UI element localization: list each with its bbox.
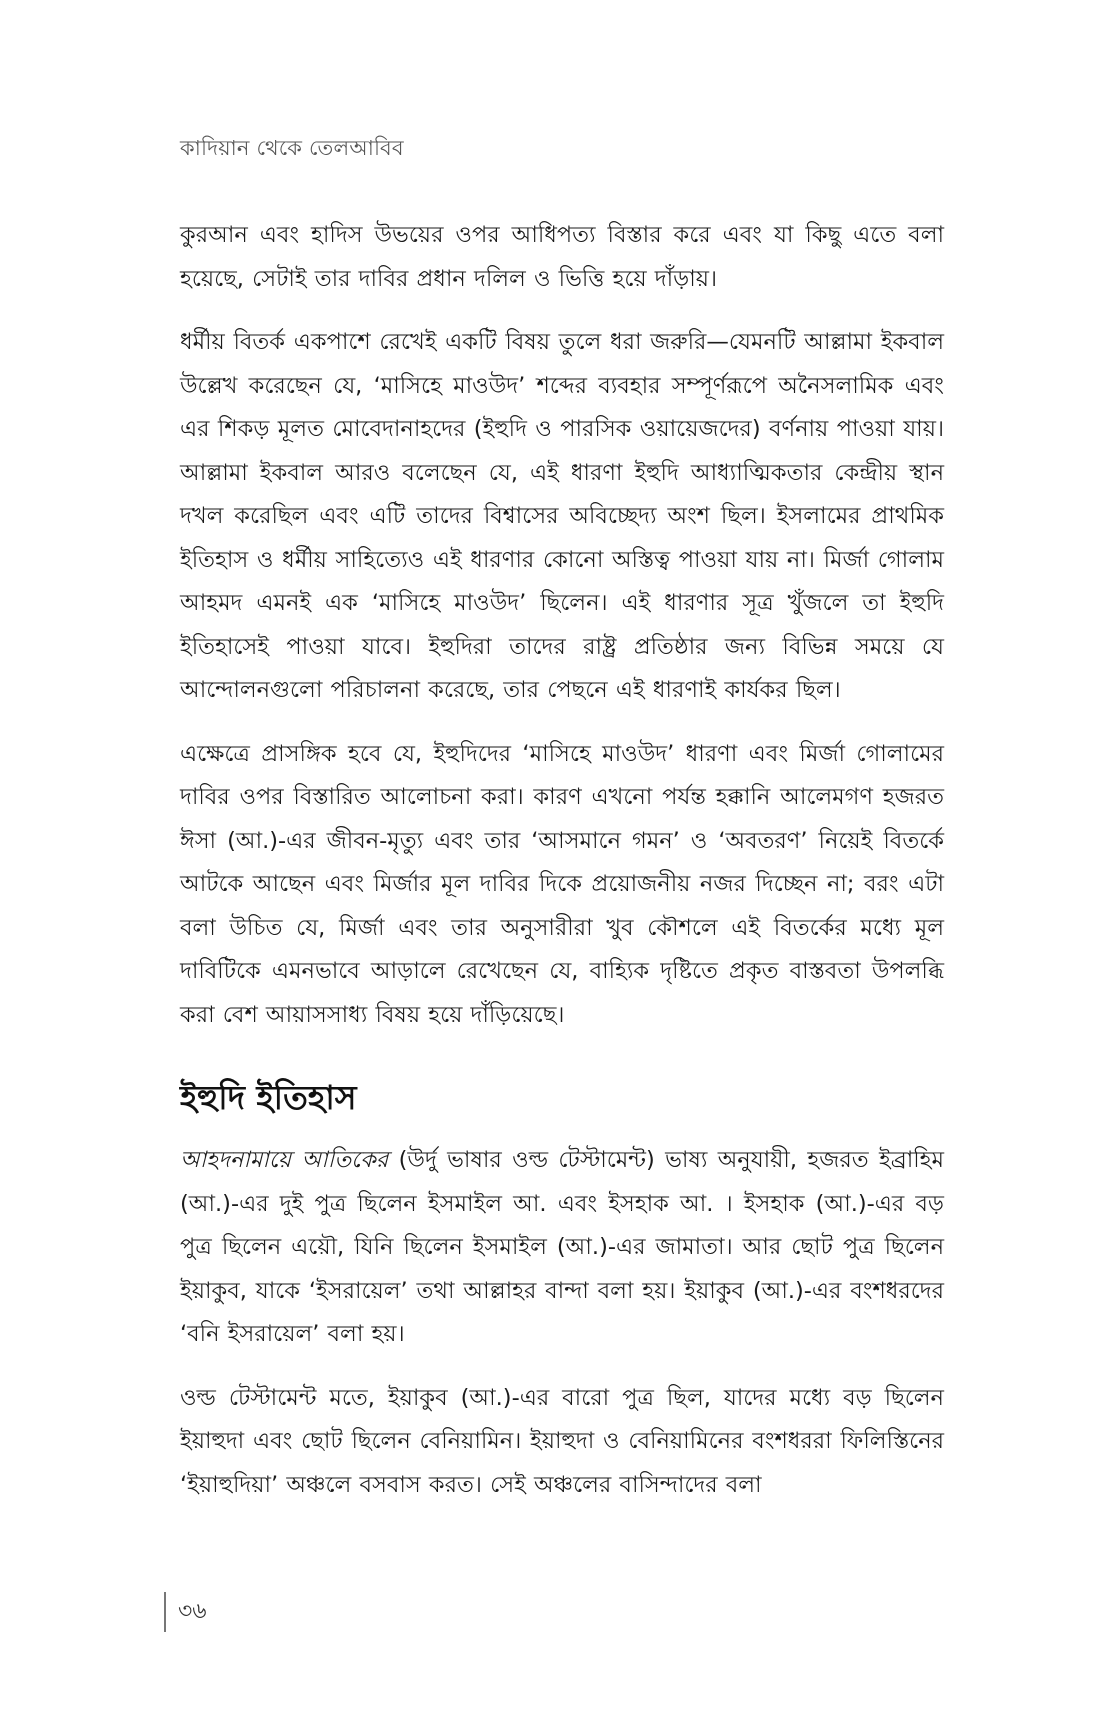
paragraph-4 xyxy=(180,1139,944,1357)
paragraph-2: ধর্মীয় বিতর্ক একপাশে রেখেই একটি বিষয় তুলে ধরা জরুরি—যেমনটি আল্লামা ইকবাল উল্লেখ করেছেন যে, ‘মাসিহে মাওউদ’ শব্দের ব্যবহার সম্পূর্ণরূপে অনৈসলামিক এবং এর শিকড় মূলত মোবেদানাহদের (ইহুদি ও পারসিক ওয়ায়েজদের) বর্ণনায় পাওয়া যায়। আল্লামা ইকবাল আরও বলেছেন যে, এই ধারণা ইহুদি আধ্যাত্মিকতার কেন্দ্রীয় স্থান দখল করেছিল এবং এটি তাদের বিশ্বাসের অবিচ্ছেদ্য অংশ ছিল। ইসলামের প্রাথমিক ইতিহাস ও ধর্মীয় সাহিত্যেও এই ধারণার কোনো অস্তিত্ব পাওয়া যায় না। মির্জা গোলাম আহমদ এমনই এক ‘মাসিহে মাওউদ’ ছিলেন। এই ধারণার সূত্র খুঁজলে তা ইহুদি ইতিহাসেই পাওয়া যাবে। ইহুদিরা তাদের রাষ্ট্র প্রতিষ্ঠার জন্য বিভিন্ন সময়ে যে আন্দোলনগুলো পরিচালনা করেছে, তার পেছনে এই ধারণাই কার্যকর ছিল। xyxy=(180,329,944,703)
paragraph-1: কুরআন এবং হাদিস উভয়ের ওপর আধিপত্য বিস্তার করে এবং যা কিছু এতে বলা হয়েছে, সেটাই তার দাবির প্রধান দলিল ও ভিত্তি হয়ে দাঁড়ায়। xyxy=(180,222,944,292)
running-header: কাদিয়ান থেকে তেলআবিব xyxy=(180,136,404,160)
paragraph-4-text: (উর্দু ভাষার ওল্ড টেস্টামেন্ট) ভাষ্য অনুযায়ী, হজরত ইব্রাহিম (আ.)-এর দুই পুত্র ছিলেন ইসমাইল আ. এবং ইসহাক আ. । ইসহাক (আ.)-এর বড় পুত্র ছিলেন এয়ৌ, যিনি ছিলেন ইসমাইল (আ.)-এর জামাতা। আর ছোট পুত্র ছিলেন ইয়াকুব, যাকে ‘ইসরায়েল’ তথা আল্লাহর বান্দা বলা হয়। ইয়াকুব (আ.)-এর বংশধরদের ‘বনি ইসরায়েল’ বলা হয়। xyxy=(180,1147,944,1347)
italic-book-title: আহদনামায়ে আতিকের xyxy=(180,1147,389,1173)
page-body xyxy=(180,214,944,1527)
page-footer xyxy=(164,1590,207,1634)
footer-divider xyxy=(164,1592,166,1632)
paragraph-3: এক্ষেত্রে প্রাসঙ্গিক হবে যে, ইহুদিদের ‘মাসিহে মাওউদ’ ধারণা এবং মির্জা গোলামের দাবির ওপর বিস্তারিত আলোচনা করা। কারণ এখনো পর্যন্ত হক্কানি আলেমগণ হজরত ঈসা (আ.)-এর জীবন-মৃত্যু এবং তার ‘আসমানে গমন’ ও ‘অবতরণ’ নিয়েই বিতর্কে আটকে আছেন এবং মির্জার মূল দাবির দিকে প্রয়োজনীয় নজর দিচ্ছেন না; বরং এটা বলা উচিত যে, মির্জা এবং তার অনুসারীরা খুব কৌশলে এই বিতর্কের মধ্যে মূল দাবিটিকে এমনভাবে আড়ালে রেখেছেন যে, বাহ্যিক দৃষ্টিতে প্রকৃত বাস্তবতা উপলব্ধি করা বেশ আয়াসসাধ্য বিষয় হয়ে দাঁড়িয়েছে। xyxy=(180,740,944,1028)
paragraph-5: ওল্ড টেস্টামেন্ট মতে, ইয়াকুব (আ.)-এর বারো পুত্র ছিল, যাদের মধ্যে বড় ছিলেন ইয়াহুদা এবং ছোট ছিলেন বেনিয়ামিন। ইয়াহুদা ও বেনিয়ামিনের বংশধররা ফিলিস্তিনের ‘ইয়াহুদিয়া’ অঞ্চলে বসবাস করত। সেই অঞ্চলের বাসিন্দাদের বলা xyxy=(180,1384,944,1498)
page-number: ৩৬ xyxy=(178,1598,207,1624)
section-heading: ইহুদি ইতিহাস xyxy=(180,1078,357,1117)
